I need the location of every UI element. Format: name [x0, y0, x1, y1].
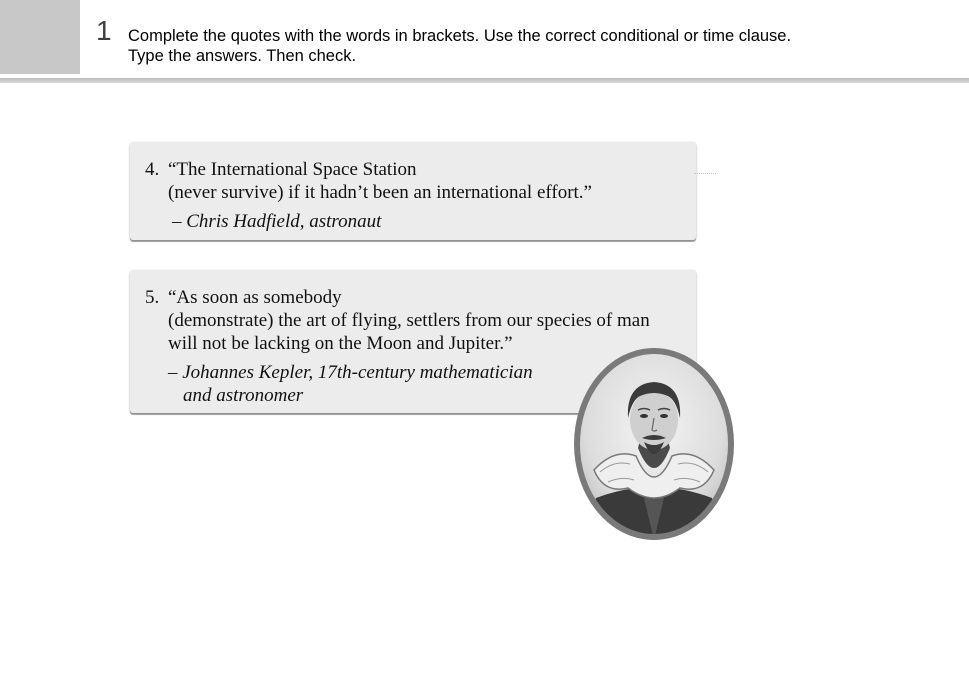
- quote-line-2: (demonstrate) the art of flying, settlers from our species of man: [168, 310, 650, 331]
- quote-author-line-1: – Johannes Kepler, 17th-century mathematician: [168, 362, 533, 383]
- quote-author-line-2: and astronomer: [183, 385, 304, 406]
- quote-line-1: “The International Space Station: [168, 159, 417, 180]
- quote-line-2: (never survive) if it hadn’t been an international effort.”: [168, 182, 592, 203]
- header-divider: [0, 78, 969, 83]
- instruction-line-1: Complete the quotes with the words in brackets. Use the correct conditional or time clause.: [128, 27, 792, 45]
- instruction-line-2: Type the answers. Then check.: [128, 47, 357, 65]
- answer-gap-marker: [694, 173, 716, 174]
- quote-line-1: “As soon as somebody: [168, 287, 342, 308]
- exercise-number: 1: [96, 15, 112, 46]
- quote-author: – Chris Hadfield, astronaut: [172, 211, 382, 232]
- portrait-drawing: [574, 348, 734, 540]
- header: [0, 0, 969, 78]
- instructions: [128, 26, 791, 66]
- quote-number: 4.: [145, 159, 160, 180]
- quote-card-4: [130, 142, 696, 240]
- header-accent-block: [0, 0, 80, 74]
- quote-number: 5.: [145, 287, 160, 308]
- quote-line-3: will not be lacking on the Moon and Jupiter.”: [168, 333, 513, 354]
- kepler-portrait-icon: [574, 348, 734, 540]
